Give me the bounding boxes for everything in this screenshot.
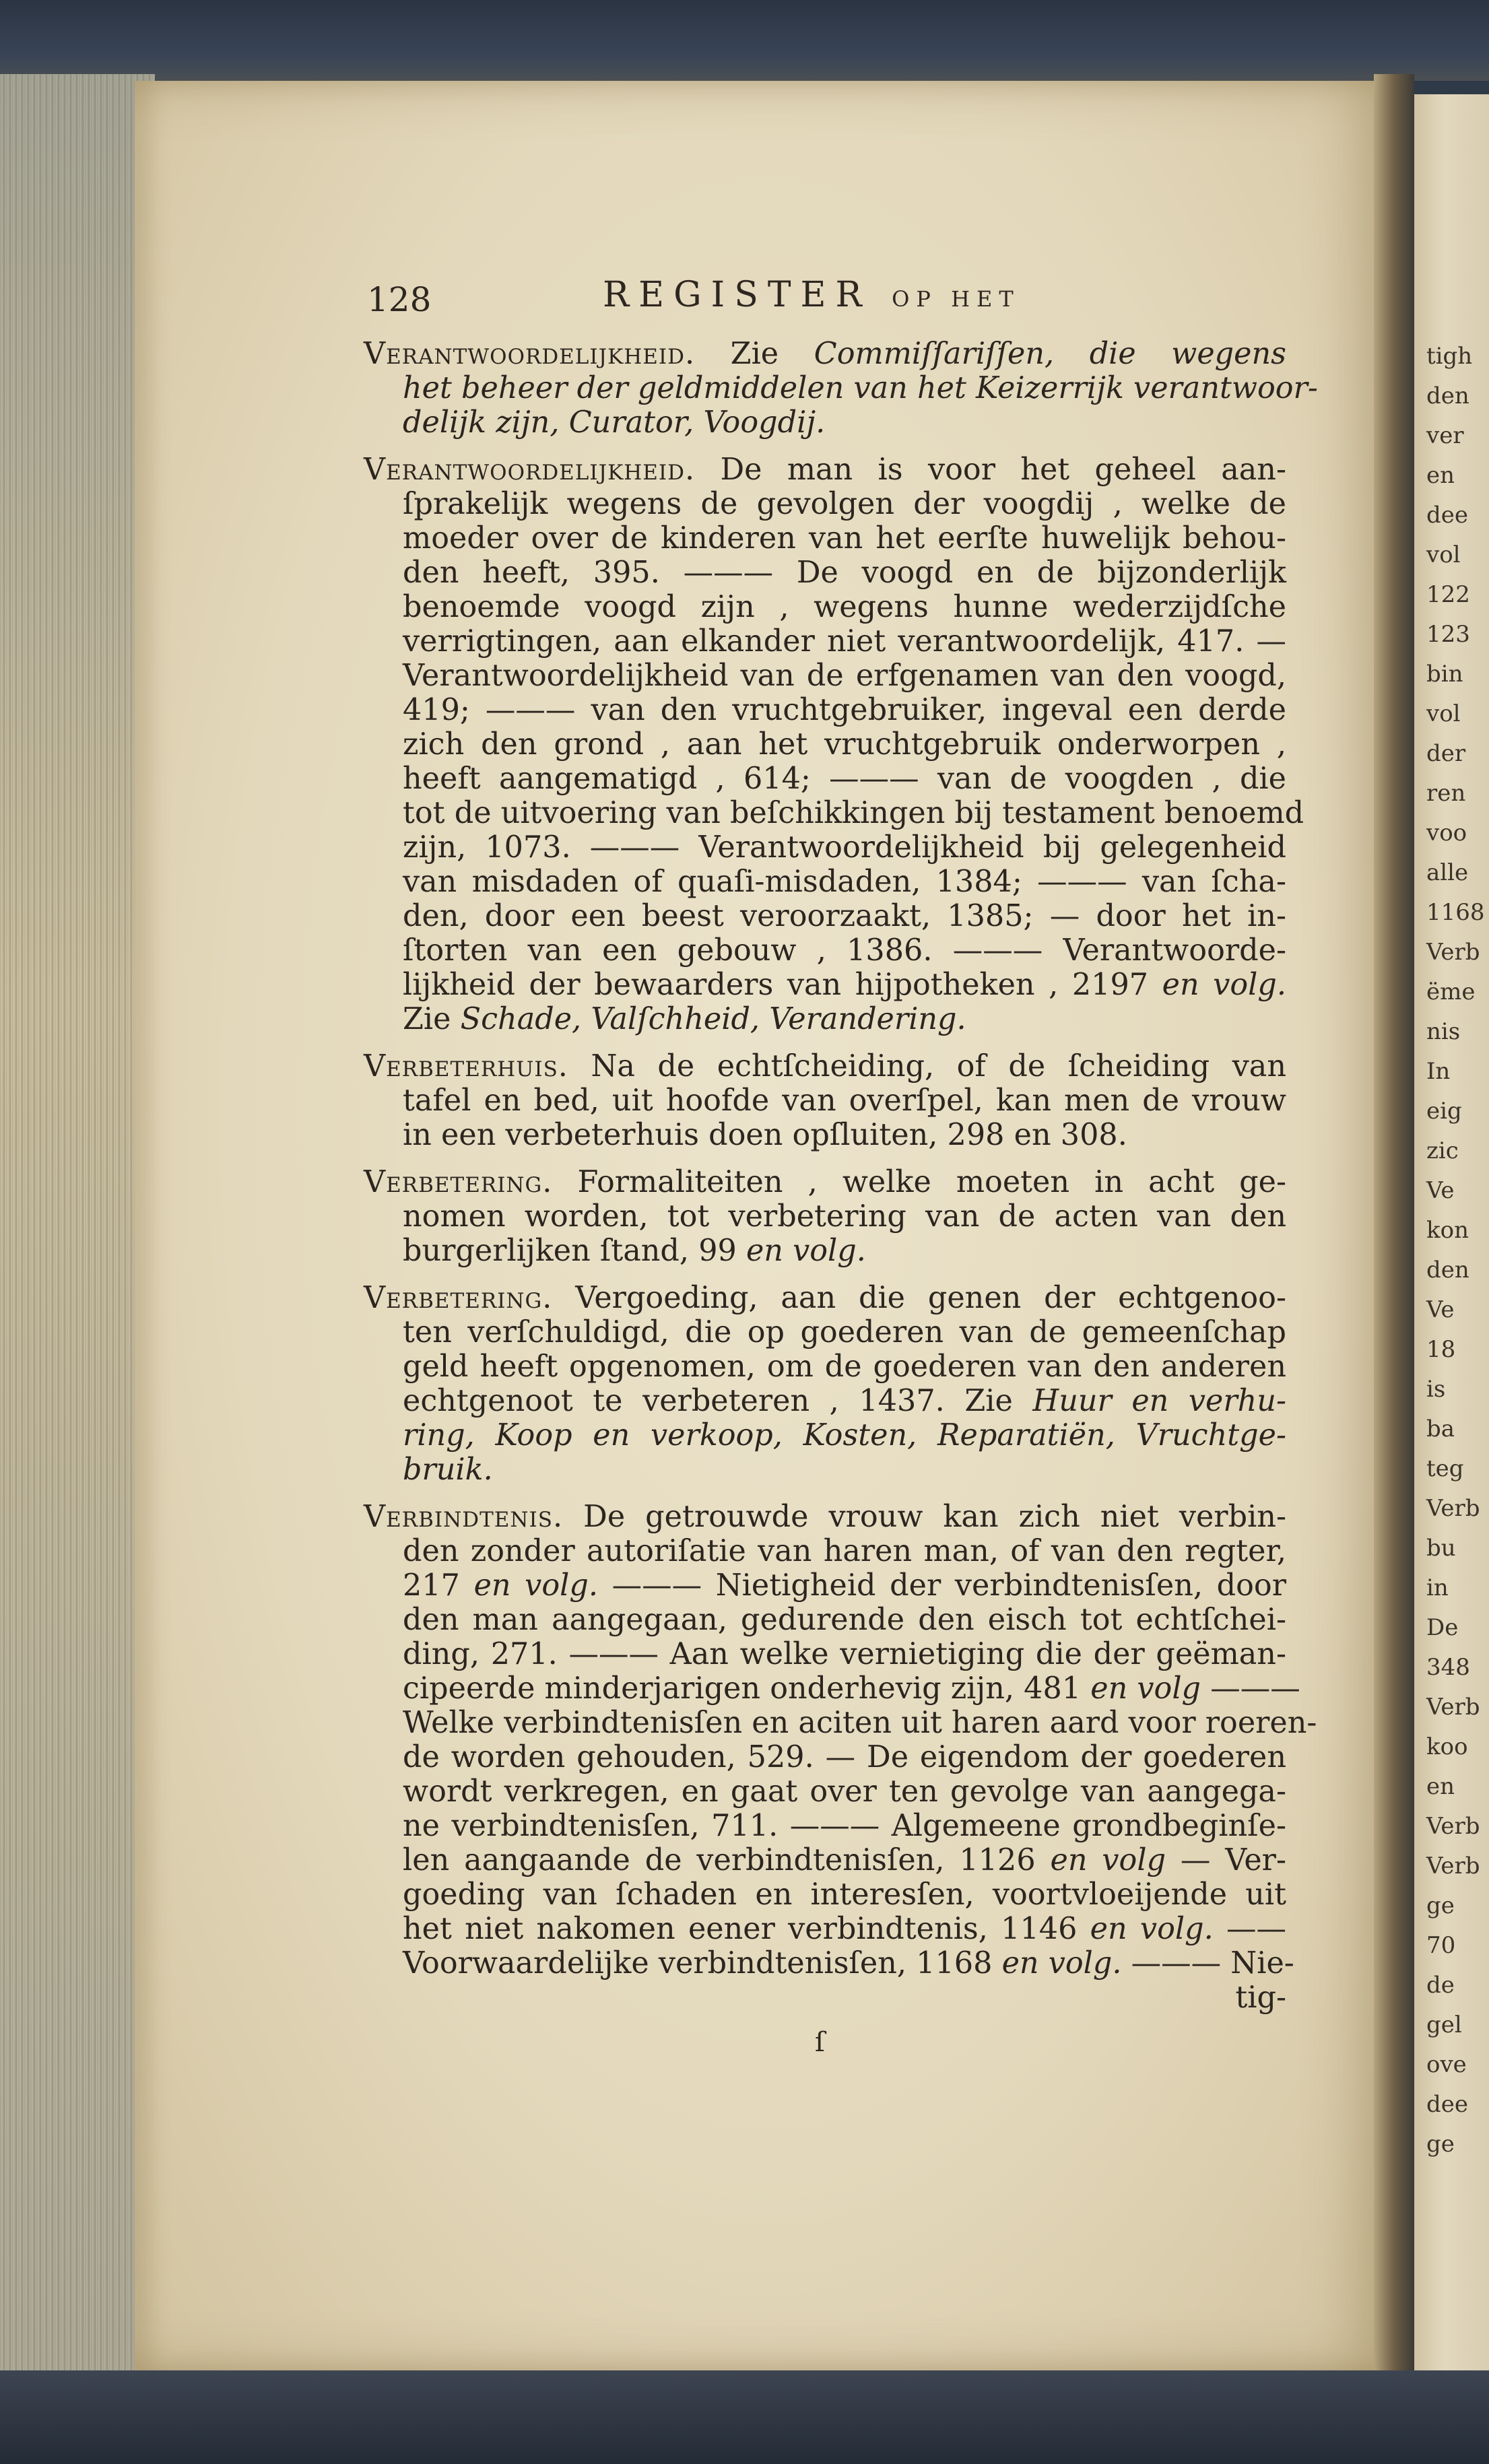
text-line bbox=[364, 899, 1286, 933]
line-text: verrigtingen, aan elkander niet verantwoordelijk, 417. — bbox=[403, 624, 1286, 659]
text-line bbox=[364, 1568, 1286, 1603]
line-text-continued: — Ver- bbox=[1166, 1843, 1286, 1877]
line-text: Vergoeding, aan die genen der echtgenoo- bbox=[552, 1281, 1286, 1315]
text-line bbox=[364, 933, 1286, 968]
line-text: len aangaande de verbindtenisſen, 1126 bbox=[403, 1843, 1051, 1877]
facing-page-fragment: De bbox=[1426, 1614, 1459, 1641]
facing-page-fragment: den bbox=[1426, 1257, 1469, 1284]
line-text: den man aangegaan, gedurende den eisch tot echtſchei- bbox=[403, 1603, 1286, 1637]
facing-page-text-fragments bbox=[1426, 337, 1489, 2164]
line-text: Zie bbox=[695, 337, 814, 371]
entry-headword: Verantwoordelijkheid. bbox=[364, 453, 696, 487]
line-text: tot de uitvoering van beſchikkingen bij testament benoemd bbox=[403, 796, 1304, 830]
line-text: ding, 271. ——— Aan welke vernietiging die der geëman- bbox=[403, 1637, 1286, 1671]
line-text: Welke verbindtenisſen en aciten uit haren aard voor roeren- bbox=[403, 1706, 1317, 1740]
facing-page-fragment: Ve bbox=[1426, 1177, 1455, 1204]
facing-page-fragment: vol bbox=[1426, 541, 1461, 568]
facing-page-fragment: ove bbox=[1426, 2051, 1467, 2078]
text-line bbox=[364, 1671, 1300, 1706]
line-text: De getrouwde vrouw kan zich niet verbin- bbox=[563, 1500, 1286, 1534]
facing-page-fragment: in bbox=[1426, 1574, 1449, 1601]
facing-page-fragment: Verb bbox=[1426, 1813, 1480, 1840]
running-title-small: OP HET bbox=[892, 286, 1020, 312]
facing-page-fragment: bu bbox=[1426, 1535, 1456, 1562]
facing-page-fragment: den bbox=[1426, 382, 1469, 409]
facing-page-fragment: nis bbox=[1426, 1018, 1461, 1045]
line-text: benoemde voogd zijn , wegens hunne wederzijdſche bbox=[403, 590, 1286, 624]
book-cover-bottom bbox=[0, 2370, 1489, 2464]
line-italic-text: en volg. bbox=[473, 1568, 598, 1603]
facing-page-fragment: ren bbox=[1426, 780, 1466, 807]
text-line bbox=[364, 1534, 1286, 1568]
entry-head-line bbox=[364, 453, 1286, 487]
line-text: den, door een beest veroorzaakt, 1385; — door het in- bbox=[403, 899, 1286, 933]
text-line bbox=[364, 1453, 1286, 1487]
line-text: 419; ——— van den vruchtgebruiker, ingeval een derde bbox=[403, 693, 1286, 727]
facing-page-fragment: koo bbox=[1426, 1733, 1468, 1760]
facing-page-fragment: en bbox=[1426, 1773, 1455, 1800]
facing-page-fragment: 70 bbox=[1426, 1932, 1456, 1959]
line-italic-text: Schade, Valſchheid, Verandering. bbox=[460, 1002, 966, 1036]
line-text: burgerlijken ſtand, 99 bbox=[403, 1234, 746, 1268]
text-line bbox=[364, 1774, 1286, 1809]
line-text: nomen worden, tot verbetering van de acten van den bbox=[403, 1199, 1286, 1234]
entry-headword: Verbeterhuis. bbox=[364, 1049, 568, 1084]
text-line bbox=[364, 1740, 1286, 1774]
line-text: wordt verkregen, en gaat over ten gevolge van aangega- bbox=[403, 1774, 1286, 1809]
facing-page-fragment: 123 bbox=[1426, 621, 1470, 648]
line-italic-text: en volg. bbox=[1001, 1946, 1122, 1980]
entry-headword: Verbetering. bbox=[364, 1281, 553, 1315]
text-line bbox=[364, 371, 1318, 405]
facing-page-fragment: bin bbox=[1426, 661, 1463, 688]
line-text: lijkheid der bewaarders van hijpotheken , 2197 bbox=[403, 968, 1162, 1002]
line-text: het niet nakomen eener verbindtenis, 1146 bbox=[403, 1912, 1090, 1946]
entry-gap bbox=[364, 1268, 1286, 1281]
facing-page-fragment: 122 bbox=[1426, 581, 1470, 608]
line-italic-text: en volg. bbox=[1090, 1912, 1214, 1946]
facing-page-fragment: ver bbox=[1426, 422, 1464, 449]
facing-page-fragment: Verb bbox=[1426, 1853, 1480, 1879]
text-line bbox=[364, 830, 1286, 865]
line-text: zich den grond , aan het vruchtgebruik onderworpen , bbox=[403, 727, 1286, 762]
facing-page-fragment: ba bbox=[1426, 1416, 1455, 1442]
text-line bbox=[364, 1706, 1317, 1740]
text-line bbox=[364, 727, 1286, 762]
facing-page-fragment: Verb bbox=[1426, 1694, 1480, 1721]
text-line bbox=[364, 1350, 1286, 1384]
line-italic-text: bruik. bbox=[403, 1453, 493, 1487]
text-line bbox=[364, 1002, 1286, 1036]
book-cover-top bbox=[0, 0, 1489, 81]
facing-page-fragment: gel bbox=[1426, 2011, 1462, 2038]
facing-page-fragment: zic bbox=[1426, 1137, 1459, 1164]
entry-head-line bbox=[364, 1165, 1286, 1199]
footer-mark: ſ bbox=[815, 2027, 825, 2058]
line-text: ſtorten van een gebouw , 1386. ——— Verantwoorde- bbox=[403, 933, 1286, 968]
line-text: in een verbeterhuis doen opſluiten, 298 en 308. bbox=[403, 1118, 1127, 1152]
text-line bbox=[364, 1809, 1286, 1843]
line-text: cipeerde minderjarigen onderhevig zijn, 481 bbox=[403, 1671, 1091, 1706]
page-number: 128 bbox=[367, 280, 432, 319]
line-text: ten verſchuldigd, die op goederen van de gemeenſchap bbox=[403, 1315, 1286, 1350]
line-text: tafel en bed, uit hoofde van overſpel, kan men de vrouw bbox=[403, 1084, 1286, 1118]
text-line bbox=[364, 1234, 1286, 1268]
line-text: Na de echtſcheiding, of de ſcheiding van bbox=[568, 1049, 1286, 1084]
facing-page-fragment: dee bbox=[1426, 502, 1469, 529]
entry-gap bbox=[364, 1487, 1286, 1500]
text-line bbox=[364, 1912, 1286, 1946]
line-italic-text: en volg. bbox=[1162, 968, 1286, 1002]
facing-page-fragment: alle bbox=[1426, 859, 1469, 886]
facing-page-fragment: eig bbox=[1426, 1098, 1462, 1125]
line-text: Formaliteiten , welke moeten in acht ge- bbox=[552, 1165, 1286, 1199]
line-text-continued: ——— Nie- bbox=[1121, 1946, 1294, 1980]
line-text: geld heeft opgenomen, om de goederen van den anderen bbox=[403, 1350, 1286, 1384]
line-italic-text: en volg bbox=[1090, 1671, 1201, 1706]
entry-gap bbox=[364, 1152, 1286, 1165]
running-title-main: REGISTER bbox=[603, 275, 871, 315]
line-text: zijn, 1073. ——— Verantwoordelijkheid bij gelegenheid bbox=[403, 830, 1286, 865]
line-italic-text: Commiſſariſſen, die wegens bbox=[814, 337, 1286, 371]
line-text: 217 bbox=[403, 1568, 474, 1603]
entry-headword: Verantwoordelijkheid. bbox=[364, 337, 696, 371]
line-italic-text: ring, Koop en verkoop, Kosten, Reparatiën, Vruchtge- bbox=[403, 1418, 1286, 1453]
facing-page-fragment: teg bbox=[1426, 1455, 1464, 1482]
facing-page-fragment: 1168 bbox=[1426, 899, 1485, 926]
line-text: de worden gehouden, 529. — De eigendom der goederen bbox=[403, 1740, 1286, 1774]
facing-page-fragment: ëme bbox=[1426, 978, 1476, 1005]
line-italic-text: Huur en verhu- bbox=[1032, 1384, 1286, 1418]
facing-page-fragment: der bbox=[1426, 740, 1466, 767]
text-line bbox=[364, 1384, 1286, 1418]
page-header bbox=[367, 275, 1162, 322]
text-line bbox=[364, 556, 1286, 590]
facing-page-fragment: tigh bbox=[1426, 343, 1473, 370]
text-line bbox=[364, 865, 1286, 899]
catchword: tig- bbox=[1235, 1980, 1286, 2015]
entry-head-line bbox=[364, 1500, 1286, 1534]
page-edges-shadow bbox=[0, 74, 155, 2377]
line-text: van misdaden of quaſi-misdaden, 1384; ——— van ſcha- bbox=[403, 865, 1286, 899]
line-italic-text: delijk zijn, Curator, Voogdij. bbox=[403, 405, 826, 440]
line-text: goeding van ſchaden en interesſen, voortvloeijende uit bbox=[403, 1877, 1286, 1912]
facing-page-fragment: In bbox=[1426, 1058, 1451, 1085]
line-text: ſprakelijk wegens de gevolgen der voogdij , welke de bbox=[403, 487, 1286, 521]
register-text bbox=[364, 337, 1318, 2015]
line-text: moeder over de kinderen van het eerſte huwelijk behou- bbox=[403, 521, 1286, 556]
text-line bbox=[364, 405, 1286, 440]
text-line bbox=[364, 590, 1286, 624]
line-text-continued: ——— Nietigheid der verbindtenisſen, door bbox=[597, 1568, 1286, 1603]
line-text: ne verbindtenisſen, 711. ——— Algemeene grondbeginſe- bbox=[403, 1809, 1286, 1843]
facing-page-fragment: kon bbox=[1426, 1217, 1469, 1244]
entry-headword: Verbindtenis. bbox=[364, 1500, 564, 1534]
text-line bbox=[364, 1118, 1286, 1152]
line-text: Zie bbox=[403, 1002, 461, 1036]
line-text: Voorwaardelijke verbindtenisſen, 1168 bbox=[403, 1946, 1002, 1980]
facing-page-fragment: de bbox=[1426, 1972, 1455, 1999]
line-text: Verantwoordelijkheid van de erfgenamen van den voogd, bbox=[403, 659, 1286, 693]
text-line bbox=[364, 693, 1286, 727]
facing-page-fragment: Verb bbox=[1426, 1495, 1480, 1522]
facing-page-fragment: Ve bbox=[1426, 1296, 1455, 1323]
entry-gap bbox=[364, 440, 1286, 453]
facing-page-fragment: en bbox=[1426, 462, 1455, 489]
text-line bbox=[364, 1843, 1286, 1877]
facing-page-fragment: ge bbox=[1426, 2131, 1455, 2158]
facing-page-fragment: voo bbox=[1426, 820, 1467, 846]
text-line bbox=[364, 1946, 1294, 1980]
text-line bbox=[364, 796, 1304, 830]
text-line bbox=[364, 968, 1286, 1002]
facing-page-fragment: 348 bbox=[1426, 1654, 1470, 1681]
facing-page-fragment: is bbox=[1426, 1376, 1446, 1403]
line-italic-text: het beheer der geldmiddelen van het Keizerrijk verantwoor- bbox=[403, 371, 1318, 405]
entry-head-line bbox=[364, 1281, 1286, 1315]
text-line bbox=[364, 1603, 1286, 1637]
line-text-continued: ——— bbox=[1201, 1671, 1300, 1706]
facing-page-fragment: dee bbox=[1426, 2091, 1469, 2118]
line-text: De man is voor het geheel aan- bbox=[695, 453, 1286, 487]
text-line bbox=[364, 624, 1286, 659]
text-line bbox=[364, 521, 1286, 556]
entry-head-line bbox=[364, 1049, 1286, 1084]
text-line bbox=[364, 1315, 1286, 1350]
line-italic-text: en volg. bbox=[746, 1234, 866, 1268]
book-gutter bbox=[1374, 74, 1414, 2377]
text-line bbox=[364, 1418, 1286, 1453]
text-line bbox=[364, 762, 1286, 796]
facing-page-fragment: Verb bbox=[1426, 939, 1480, 966]
entry-head-line bbox=[364, 337, 1286, 371]
facing-page-fragment: 18 bbox=[1426, 1336, 1456, 1363]
facing-page-fragment: vol bbox=[1426, 700, 1461, 727]
text-line bbox=[364, 1199, 1286, 1234]
facing-page-fragment: ge bbox=[1426, 1892, 1455, 1919]
text-line bbox=[364, 1877, 1286, 1912]
text-line bbox=[364, 659, 1286, 693]
entry-gap bbox=[364, 1036, 1286, 1049]
line-text-continued: —— bbox=[1213, 1912, 1286, 1946]
line-italic-text: en volg bbox=[1050, 1843, 1166, 1877]
line-text: echtgenoot te verbeteren , 1437. Zie bbox=[403, 1384, 1033, 1418]
text-line bbox=[364, 1084, 1286, 1118]
line-text: heeft aangematigd , 614; ——— van de voogden , die bbox=[403, 762, 1286, 796]
line-text: den heeft, 395. ——— De voogd en de bijzonderlijk bbox=[403, 556, 1286, 590]
line-text: den zonder autoriſatie van haren man, of van den regter, bbox=[403, 1534, 1286, 1568]
text-line bbox=[364, 487, 1286, 521]
running-title bbox=[603, 275, 1020, 315]
entry-headword: Verbetering. bbox=[364, 1165, 553, 1199]
text-line bbox=[364, 1637, 1286, 1671]
